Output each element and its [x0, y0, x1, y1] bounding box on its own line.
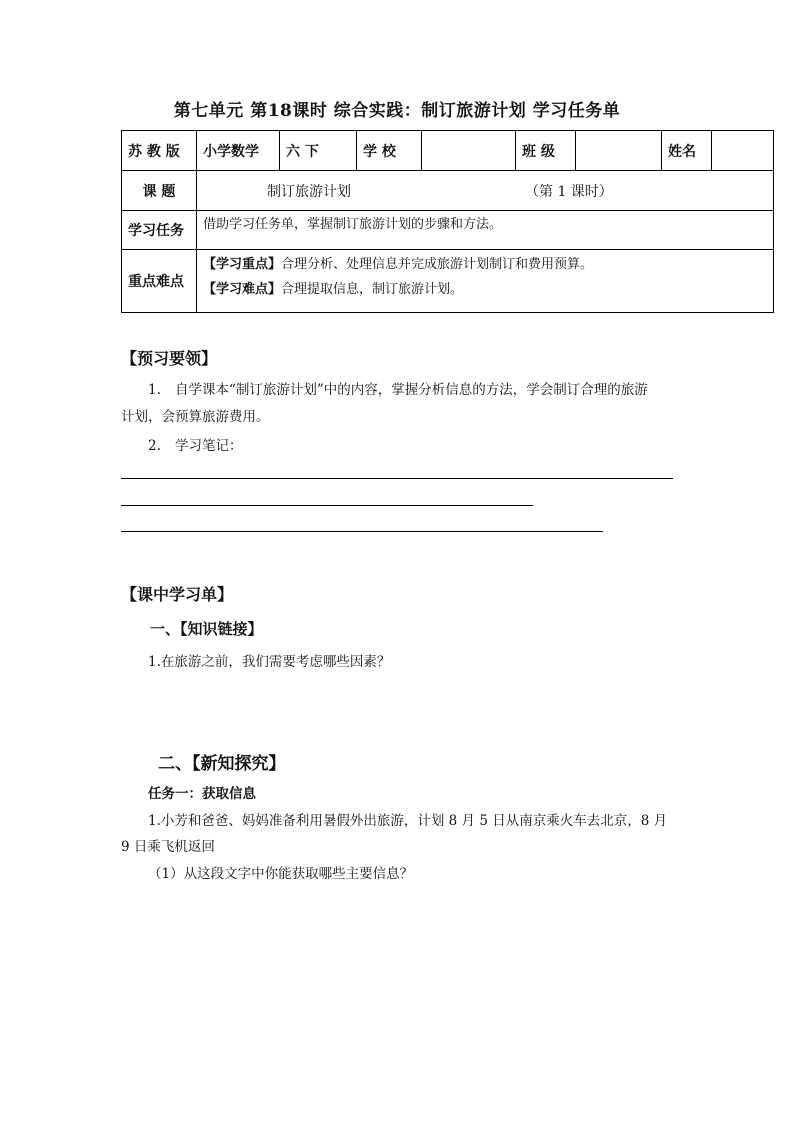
notes-line[interactable]	[121, 505, 533, 506]
key-point	[203, 252, 767, 277]
publisher-cell: 苏 教 版	[122, 131, 197, 171]
lesson-period: （第 1 课时）	[525, 183, 613, 200]
school-field[interactable]	[422, 131, 516, 171]
task-1-line-1: 1.小芳和爸爸、妈妈准备利用暑假外出旅游，计划 8 月 5 日从南京乘火车去北京，8 月	[148, 813, 668, 829]
key-point-text: 合理分析、处理信息并完成旅游计划制订和费用预算。	[281, 257, 594, 272]
preview-heading: 【预习要领】	[121, 349, 218, 368]
task-1-line-2: 9 日乘飞机返回	[121, 839, 215, 855]
table-row	[122, 171, 774, 211]
notes-line[interactable]	[121, 531, 603, 532]
name-label: 姓名	[662, 131, 712, 171]
school-label: 学 校	[357, 131, 422, 171]
preview-item-1-num: 1.	[148, 382, 161, 398]
topic-label: 课 题	[122, 171, 197, 211]
notes-line[interactable]	[121, 478, 673, 479]
task-1-question-1: （1）从这段文字中你能获取哪些主要信息？	[148, 866, 414, 882]
class-sheet-heading: 【课中学习单】	[121, 585, 234, 604]
focus-label: 重点难点	[122, 250, 197, 313]
table-row	[122, 211, 774, 250]
topic-text: 制订旅游计划	[267, 183, 351, 200]
difficulty-point	[203, 277, 767, 302]
new-knowledge-heading: 二、【新知探究】	[158, 754, 286, 774]
preview-item-2-num: 2.	[148, 438, 161, 454]
preview-item-1-line-2: 计划，会预算旅游费用。	[121, 409, 270, 425]
grade-cell: 六 下	[280, 131, 357, 171]
notes-label: 学习笔记：	[175, 438, 243, 454]
preview-item-1-line-1: 自学课本“制订旅游计划”中的内容，掌握分析信息的方法，学会制订合理的旅游	[175, 382, 648, 398]
task-label: 学习任务	[122, 211, 197, 250]
name-field[interactable]	[712, 131, 774, 171]
knowledge-link-heading: 一、【知识链接】	[150, 620, 263, 638]
task-content: 借助学习任务单，掌握制订旅游计划的步骤和方法。	[197, 211, 774, 250]
difficulty-tag: 【学习难点】	[203, 282, 282, 297]
task-1-heading: 任务一：获取信息	[148, 786, 256, 802]
focus-content	[197, 250, 774, 313]
page-title: 第七单元 第18课时 综合实践：制订旅游计划 学习任务单	[173, 101, 621, 121]
lesson-info-table	[121, 130, 774, 313]
class-label: 班 级	[516, 131, 576, 171]
table-row	[122, 250, 774, 313]
table-row	[122, 131, 774, 171]
difficulty-text: 合理提取信息，制订旅游计划。	[281, 282, 464, 297]
key-point-tag: 【学习重点】	[203, 257, 282, 272]
subject-cell: 小学数学	[197, 131, 280, 171]
question-1: 1.在旅游之前，我们需要考虑哪些因素？	[148, 654, 391, 670]
topic-cell	[197, 171, 774, 211]
class-field[interactable]	[576, 131, 662, 171]
